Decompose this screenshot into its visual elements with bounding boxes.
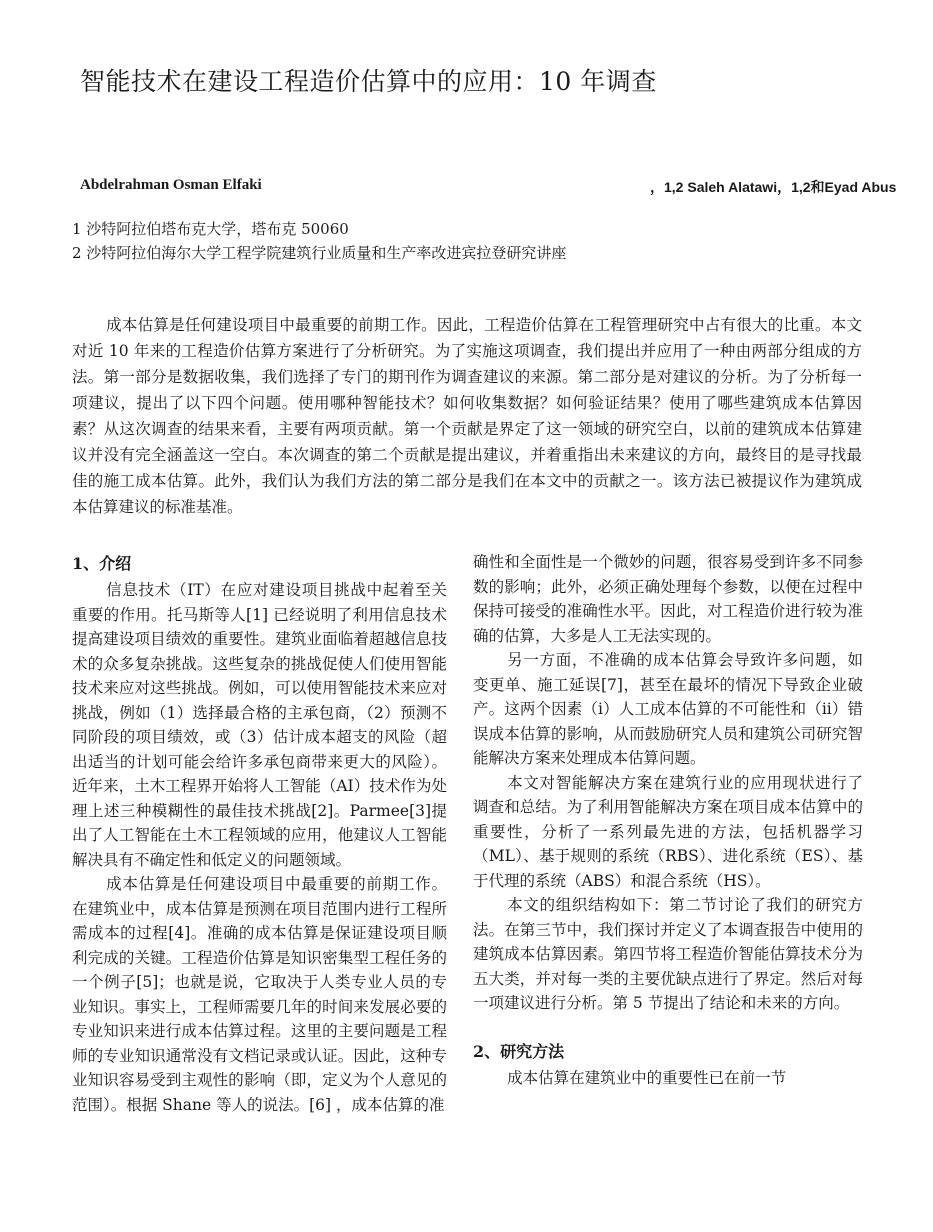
abstract: 成本估算是任何建设项目中最重要的前期工作。因此，工程造价估算在工程管理研究中占有很大的比重。本文对近 10 年来的工程造价估算方案进行了分析研究。为了实施这项调查，我们提出并应用了一种由两部分组成的方法。第一部分是数据收集，我们选择了专门的期刊作为调查建议的来源。第二部分是对建议的分析。为了分析每一项建议，提出了以下四个问题。使用哪种智能技术？如何收集数据？如何验证结果？使用了哪些建筑成本估算因素？从这次调查的结果来看，主要有两项贡献。第一个贡献是界定了这一领域的研究空白，以前的建筑成本估算建议并没有完全涵盖这一空白。本次调查的第二个贡献是提出建议，并着重指出未来建议的方向，最终目的是寻找最佳的施工成本估算。此外，我们认为我们方法的第二部分是我们在本文中的贡献之一。该方法已被提议作为建筑成本估算建议的标准基准。 bbox=[72, 316, 862, 516]
paragraph: 另一方面，不准确的成本估算会导致许多问题，如变更单、施工延误[7]，甚至在最坏的情况下导致企业破产。这两个因素（i）人工成本估算的不可能性和（ii）错误成本估算的影响，从而鼓励研究人员和建筑公司研究智能解决方案来处理成本估算问题。 bbox=[473, 651, 863, 767]
author-coauthors: ，1,2 Saleh Alatawi，1,2和Eyad Abus bbox=[650, 179, 897, 195]
author-primary: Abdelrahman Osman Elfaki bbox=[80, 177, 262, 193]
paragraph: 信息技术（IT）在应对建设项目挑战中起着至关重要的作用。托马斯等人[1] 已经说明了利用信息技术提高建设项目绩效的重要性。建筑业面临着超越信息技术的众多复杂挑战。这些复杂的挑战促使人们使用智能技术来应对这些挑战。例如，可以使用智能技术来应对挑战，例如（1）选择最合格的主承包商，（2）预测不同阶段的项目绩效，或（3）估计成本超支的风险（超出适当的计划可能会给许多承包商带来更大的风险）。近年来，土木工程界开始将人工智能（AI）技术作为处理上述三种模糊性的最佳技术挑战[2]。Parmee[3]提出了人工智能在土木工程领域的应用，他建议人工智能解决具有不确定性和低定义的问题领域。 bbox=[72, 581, 447, 869]
paragraph: 本文对智能解决方案在建筑行业的应用现状进行了调查和总结。为了利用智能解决方案在项目成本估算中的重要性，分析了一系列最先进的方法，包括机器学习（ML）、基于规则的系统（RBS）、进化系统（ES）、基于代理的系统（ABS）和混合系统（HS）。 bbox=[473, 773, 863, 890]
paragraph: 成本估算在建筑业中的重要性已在前一节 bbox=[507, 1068, 787, 1087]
affiliation-2: 2 沙特阿拉伯海尔大学工程学院建筑行业质量和生产率改进宾拉登研究讲座 bbox=[72, 244, 567, 262]
paper-title: 智能技术在建设工程造价估算中的应用：10 年调查 bbox=[80, 67, 657, 96]
left-column bbox=[72, 550, 447, 1117]
affiliation-1: 1 沙特阿拉伯塔布克大学，塔布克 50060 bbox=[72, 220, 349, 238]
section-heading-methodology: 2、研究方法 bbox=[473, 1041, 565, 1061]
spacer bbox=[473, 1016, 863, 1038]
paragraph: 成本估算是任何建设项目中最重要的前期工作。在建筑业中，成本估算是预测在项目范围内进行工程所需成本的过程[4]。准确的成本估算是保证建设项目顺利完成的关键。工程造价估算是知识密集型工程任务的一个例子[5]；也就是说，它取决于人类专业人员的专业知识。事实上，工程师需要几年的时间来发展必要的专业知识来进行成本估算过程。这里的主要问题是工程师的专业知识通常没有文档记录或认证。因此，这种专业知识容易受到主观性的影响（即，定义为个人意见的范围）。根据 Shane 等人的说法。[6] ，成本估算的准 bbox=[72, 875, 447, 1114]
paragraph: 确性和全面性是一个微妙的问题，很容易受到许多不同参数的影响；此外，必须正确处理每个参数，以便在过程中保持可接受的准确性水平。因此，对工程造价进行较为准确的估算，大多是人工无法实现的。 bbox=[473, 553, 863, 645]
paragraph: 本文的组织结构如下：第二节讨论了我们的研究方法。在第三节中，我们探讨并定义了本调查报告中使用的建筑成本估算因素。第四节将工程造价智能估算技术分为五大类，并对每一类的主要优缺点进行了界定。然后对每一项建议进行分析。第 5 节提出了结论和未来的方向。 bbox=[473, 896, 863, 1012]
section-heading-introduction: 1、介绍 bbox=[72, 554, 132, 573]
right-column bbox=[473, 550, 863, 1090]
